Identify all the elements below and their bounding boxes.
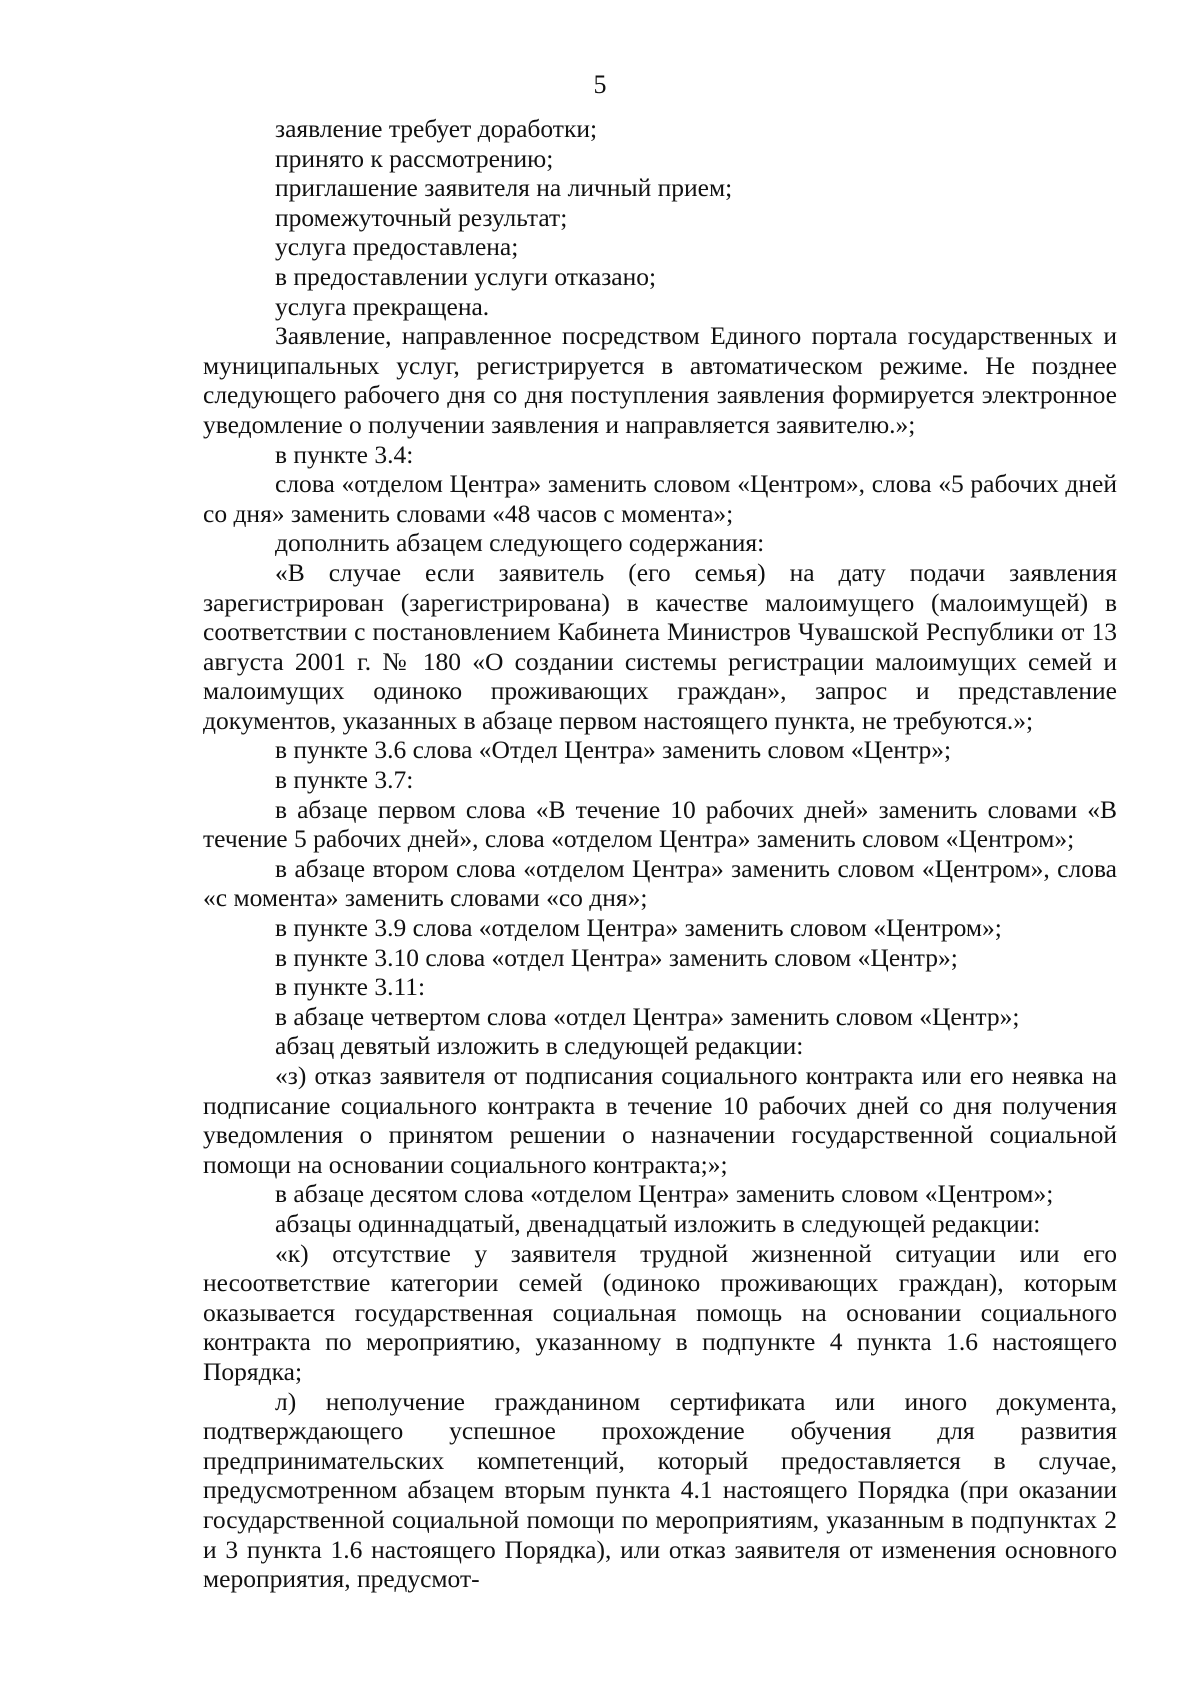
paragraph: л) неполучение гражданином сертификата или иного документа, подтверждающего успешное прохождение обучения для развития предпринимательских компетенций, который предоставляется в случае, предусмотренном абзацем вторым пункта 4.1 настоящего Порядка (при оказании государственной социальной помощи по мероприятиям, указанным в подпунктах 2 и 3 пункта 1.6 настоящего Порядка), или отказ заявителя от изменения основного мероприятия, предусмот-	[203, 1386, 1117, 1594]
paragraph: услуга прекращена.	[275, 291, 490, 321]
paragraph: услуга предоставлена;	[275, 232, 519, 262]
paragraph: абзацы одиннадцатый, двенадцатый изложить в следующей редакции:	[275, 1208, 1041, 1238]
document-body	[203, 114, 1117, 1594]
paragraph: «к) отсутствие у заявителя трудной жизненной ситуации или его несоответствие категории семей (одиноко проживающих граждан), которым оказывается государственная социальная помощь на основании социального контракта по мероприятию, указанному в подпункте 4 пункта 1.6 настоящего Порядка;	[203, 1238, 1117, 1386]
paragraph: в абзаце втором слова «отделом Центра» заменить словом «Центром», слова «с момента» заменить словами «со дня»;	[203, 853, 1117, 913]
paragraph: дополнить абзацем следующего содержания:	[275, 528, 765, 558]
paragraph: «з) отказ заявителя от подписания социального контракта или его неявка на подписание социального контракта в течение 10 рабочих дней со дня получения уведомления о принятом решении о назначении государственной социальной помощи на основании социального контракта;»;	[203, 1061, 1117, 1179]
paragraph: принято к рассмотрению;	[275, 143, 554, 173]
paragraph: в пункте 3.4:	[275, 439, 414, 469]
paragraph: в пункте 3.7:	[275, 765, 414, 795]
paragraph: в пункте 3.9 слова «отделом Центра» заменить словом «Центром»;	[275, 913, 1002, 943]
paragraph: в абзаце десятом слова «отделом Центра» заменить словом «Центром»;	[275, 1179, 1054, 1209]
paragraph: приглашение заявителя на личный прием;	[275, 173, 733, 203]
paragraph: в пункте 3.10 слова «отдел Центра» заменить словом «Центр»;	[275, 942, 958, 972]
paragraph: в абзаце первом слова «В течение 10 рабочих дней» заменить словами «В течение 5 рабочих дней», слова «отделом Центра» заменить словом «Центром»;	[203, 794, 1117, 854]
paragraph: в пункте 3.11:	[275, 972, 426, 1002]
paragraph: в предоставлении услуги отказано;	[275, 261, 657, 291]
paragraph: в абзаце четвертом слова «отдел Центра» заменить словом «Центр»;	[275, 1001, 1020, 1031]
paragraph: Заявление, направленное посредством Единого портала государственных и муниципальных услуг, регистрируется в автоматическом режиме. Не позднее следующего рабочего дня со дня поступления заявления формируется электронное уведомление о получении заявления и направляется заявителю.»;	[203, 321, 1117, 439]
page-number: 5	[593, 70, 607, 99]
paragraph: заявление требует доработки;	[275, 114, 598, 143]
paragraph: «В случае если заявитель (его семья) на дату подачи заявления зарегистрирован (зарегистрирована) в качестве малоимущего (малоимущей) в соответствии с постановлением Кабинета Министров Чувашской Республики от 13 августа 2001 г. № 180 «О создании системы регистрации малоимущих семей и малоимущих одиноко проживающих граждан», запрос и представление документов, указанных в абзаце первом настоящего пункта, не требуются.»;	[203, 557, 1117, 735]
paragraph: абзац девятый изложить в следующей редакции:	[275, 1031, 804, 1061]
paragraph: слова «отделом Центра» заменить словом «Центром», слова «5 рабочих дней со дня» заменить словами «48 часов с момента»;	[203, 469, 1117, 528]
paragraph: в пункте 3.6 слова «Отдел Центра» заменить словом «Центр»;	[275, 735, 952, 765]
paragraph: промежуточный результат;	[275, 202, 568, 232]
